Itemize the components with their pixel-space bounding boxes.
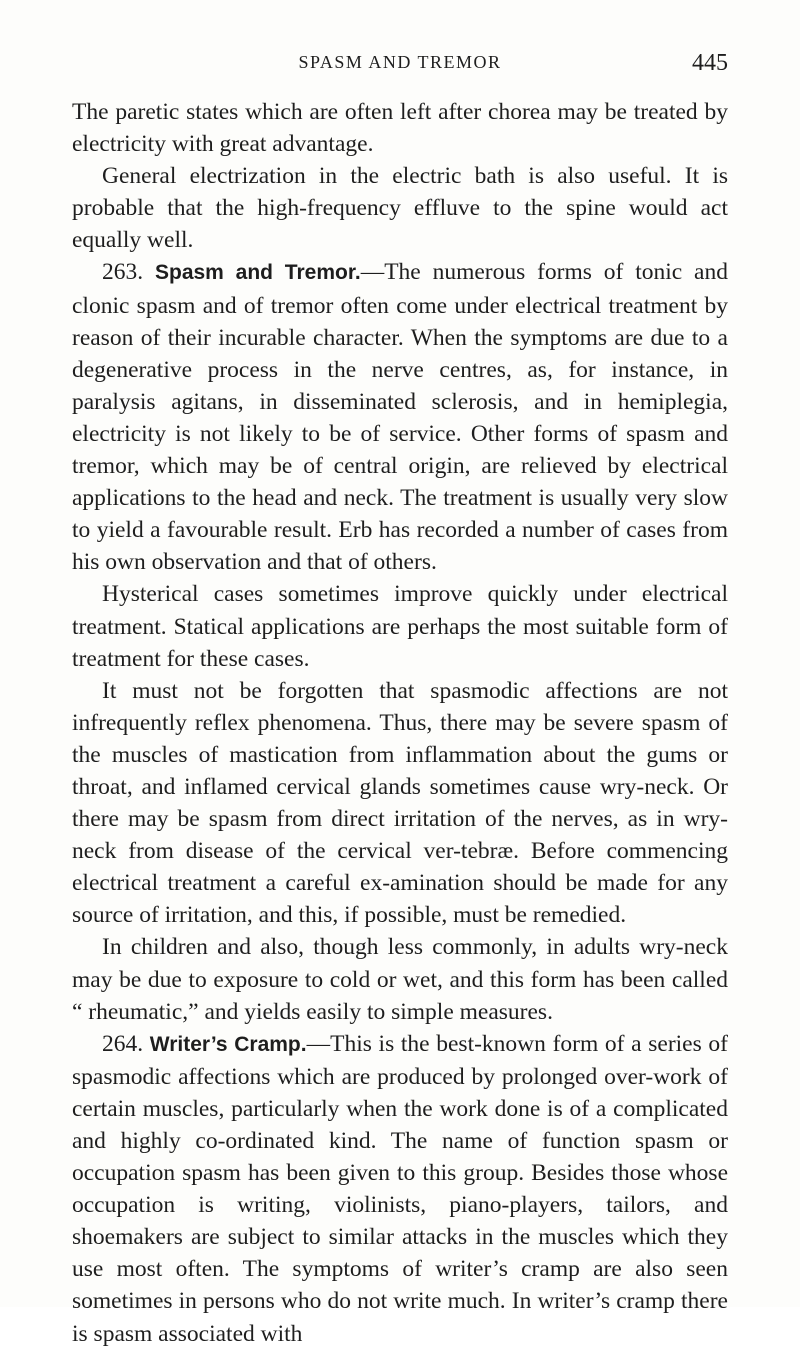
paragraph-reflex-phenomena <box>72 675 728 932</box>
running-head <box>72 50 728 82</box>
section-heading: Spasm and Tremor. <box>154 261 361 285</box>
paragraph-text: It must not be forgotten that spasmodic affections are not infrequently reflex phenomena. Thus, there may be severe spasm of the muscles of mastication from inflammation about the gums or throat, and inflamed cervical glands sometimes cause wry-neck. Or there may be spasm from direct irritation of the nerves, as in wry-neck from disease of the cervical ver-tebræ. Before commencing electrical treatment a careful ex-amination should be made for any source of irritation, and this, if possible, must be remedied. <box>72 677 728 929</box>
paragraph-text: —This is the best-known form of a series of spasmodic affections which are produced by prolonged over-work of certain muscles, particularly when the work done is of a complicated and highly co-ordinated kind. The name of function spasm or occupation spasm has been given to this group. Besides those whose occupation is writing, violinists, piano-players, tailors, and shoemakers are subject to similar attacks in the muscles which they use most often. The symptoms of writer’s cramp are also seen sometimes in persons who do not write much. In writer’s cramp there is spasm associated with <box>72 1030 729 1347</box>
paragraph-hysterical-cases <box>72 578 728 674</box>
section-263-spasm-and-tremor <box>72 256 728 578</box>
paragraph-text: —The numerous forms of tonic and clonic spasm and of tremor often come under electrical treatment by reason of their incurable character. When the symptoms are due to a degenerative process in the nerve centres, as, for instance, in paralysis agitans, in disseminated sclerosis, and in hemiplegia, electricity is not likely to be of service. Other forms of spasm and tremor, which may be of central origin, are relieved by electrical applications to the head and neck. The treatment is usually very slow to yield a favourable result. Erb has recorded a number of cases from his own observation and that of others. <box>72 259 728 576</box>
paragraph-text: General electrization in the electric bath is also useful. It is probable that the high-frequency effluve to the spine would act equally well. <box>72 163 728 254</box>
paragraph-general-electrization <box>72 160 728 256</box>
paragraph-rheumatic-wry-neck <box>72 931 728 1027</box>
running-title: SPASM AND TREMOR <box>298 52 502 72</box>
section-264-writers-cramp <box>72 1028 728 1350</box>
paragraph-text: In children and also, though less commonly, in adults wry-neck may be due to exposure to cold or wet, and this form has been called “ rheumatic,” and yields easily to simple measures. <box>72 934 728 1025</box>
body-text <box>72 96 728 1350</box>
page-number: 445 <box>692 50 728 76</box>
section-number: 263. <box>102 259 144 286</box>
paragraph-paretic-states <box>72 96 728 160</box>
section-number: 264. <box>102 1030 144 1057</box>
section-heading: Writer’s Cramp. <box>149 1032 307 1056</box>
paragraph-text: The paretic states which are often left after chorea may be treated by electricity with great advantage. <box>72 99 728 158</box>
paragraph-text: Hysterical cases sometimes improve quickly under electrical treatment. Statical applications are perhaps the most suitable form of treatment for these cases. <box>72 581 728 672</box>
